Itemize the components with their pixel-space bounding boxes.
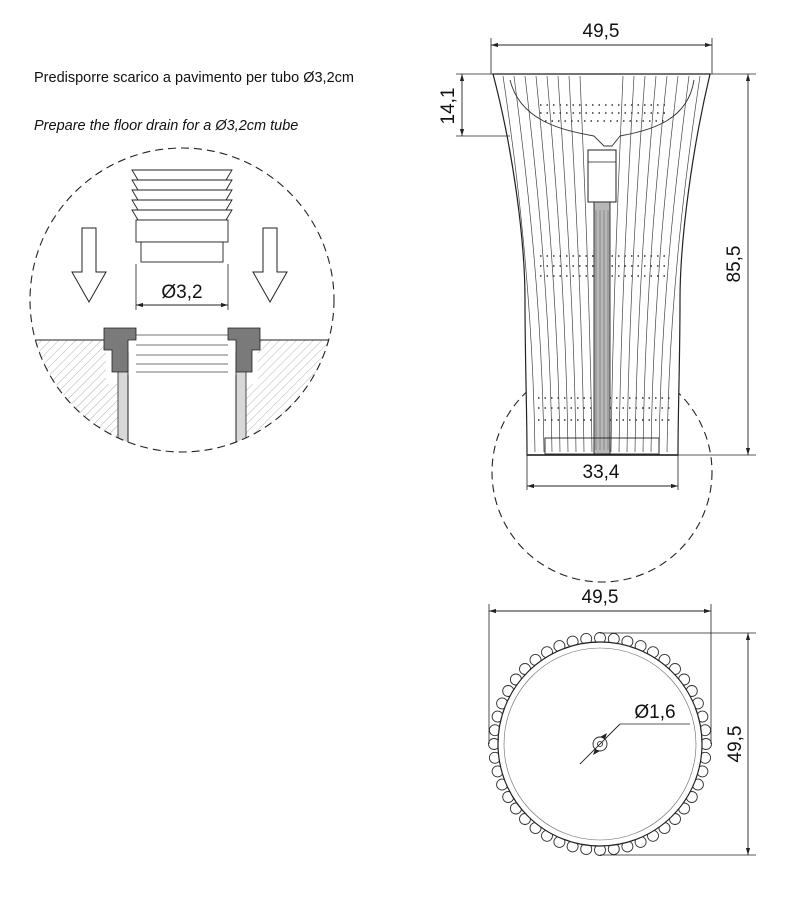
base-width-label: 33,4	[582, 462, 620, 483]
plan-depth-label: 49,5	[725, 725, 746, 763]
plan-width-label: 49,5	[581, 587, 619, 608]
note-english: Prepare the floor drain for a Ø3,2cm tube	[34, 118, 299, 134]
top-width-label: 49,5	[582, 21, 620, 42]
rim-height-label: 14,1	[438, 87, 459, 125]
down-arrow-icon	[72, 228, 106, 302]
drain-hole-diameter-label: Ø1,6	[634, 702, 676, 723]
pipe-fitting	[132, 170, 232, 262]
note-italian: Predisporre scarico a pavimento per tubo Ø3,2cm	[34, 70, 354, 86]
down-arrow-icon	[253, 228, 287, 302]
total-height-label: 85,5	[724, 245, 745, 283]
front-elevation	[438, 21, 756, 582]
pipe-diameter-label: Ø3,2	[161, 282, 203, 303]
plan-view	[489, 587, 757, 856]
floor-drain-detail	[30, 148, 340, 460]
